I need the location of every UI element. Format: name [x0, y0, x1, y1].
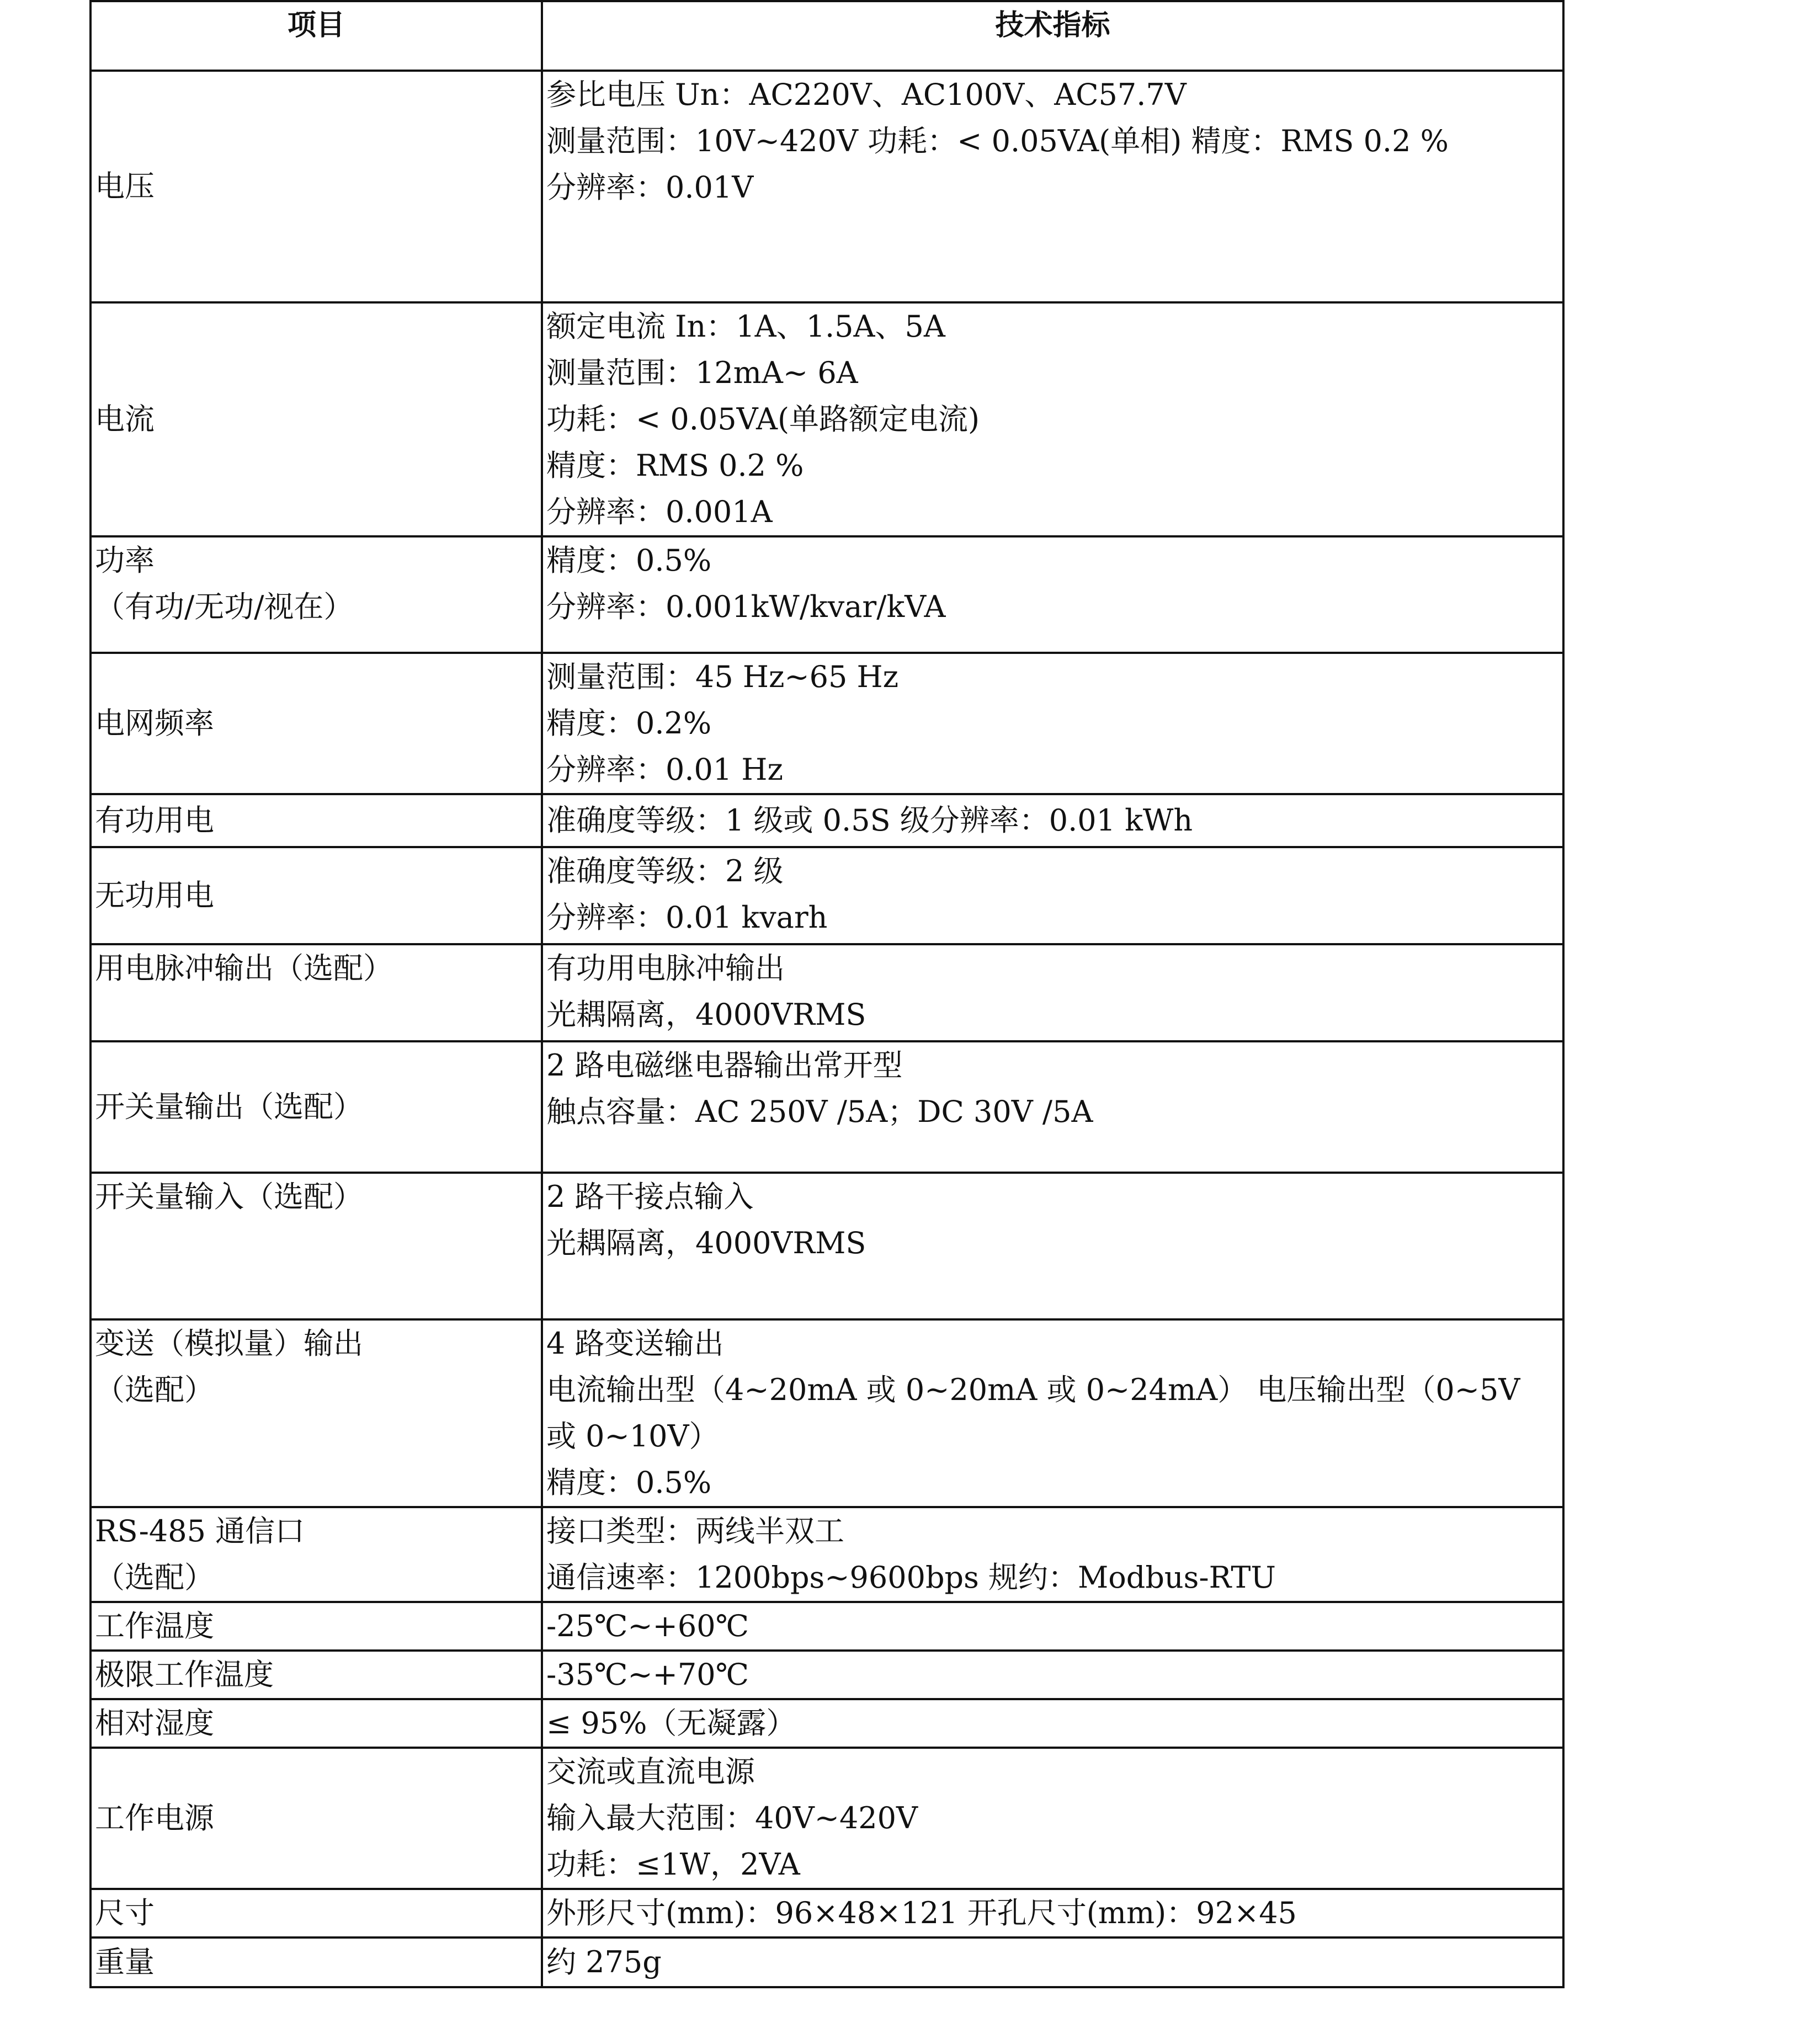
row-spec-line: 通信速率：1200bps~9600bps 规约：Modbus-RTU: [546, 1560, 1276, 1595]
row-spec-cell: [542, 71, 1563, 302]
row-spec-line: 准确度等级：1 级或 0.5S 级分辨率：0.01 kWh: [546, 803, 1193, 838]
row-spec-line: 交流或直流电源: [546, 1754, 755, 1789]
row-spec-cell: [542, 794, 1563, 847]
table-row: [91, 1651, 1563, 1699]
row-item-cell: [91, 1889, 542, 1937]
row-spec-line: 功耗：< 0.05VA(单路额定电流): [546, 402, 980, 437]
table-row: [91, 1937, 1563, 1987]
row-spec-cell: [542, 302, 1563, 536]
row-spec-line: 光耦隔离，4000VRMS: [546, 997, 866, 1032]
row-item-label: （选配）: [95, 1372, 214, 1407]
table-row: [91, 847, 1563, 944]
row-item-cell: [91, 1699, 542, 1748]
row-spec-line: ≤ 95%（无凝露）: [546, 1706, 796, 1740]
row-item-cell: [91, 1507, 542, 1602]
row-spec-cell: [542, 1699, 1563, 1748]
row-item-label: 工作温度: [95, 1609, 214, 1643]
row-spec-cell: [542, 1937, 1563, 1987]
row-spec-cell: [542, 1507, 1563, 1602]
spec-table-body: [91, 71, 1563, 1987]
row-spec-cell: [542, 944, 1563, 1041]
row-item-label: 尺寸: [95, 1896, 155, 1930]
row-spec-line: 输入最大范围：40V~420V: [546, 1801, 918, 1835]
row-spec-line: 精度：0.5%: [546, 1465, 712, 1500]
row-item-label: 电网频率: [95, 706, 214, 741]
table-row: [91, 1602, 1563, 1651]
table-row: [91, 1748, 1563, 1889]
table-row: [91, 536, 1563, 653]
row-item-cell: [91, 1173, 542, 1319]
row-spec-line: 分辨率：0.01 kvarh: [546, 900, 828, 935]
row-spec-line: 测量范围：45 Hz~65 Hz: [546, 659, 899, 694]
header-item: 项目: [91, 1, 542, 71]
row-item-cell: [91, 302, 542, 536]
row-item-label: 工作电源: [95, 1801, 214, 1835]
row-spec-line: 精度：0.2%: [546, 706, 712, 741]
table-row: [91, 1319, 1563, 1507]
header-spec: 技术指标: [542, 1, 1563, 71]
row-spec-line: 测量范围：10V~420V 功耗：< 0.05VA(单相) 精度：RMS 0.2 %: [546, 124, 1449, 158]
row-item-cell: [91, 71, 542, 302]
row-item-label: （有功/无功/视在）: [95, 589, 354, 624]
row-spec-line: 精度：RMS 0.2 %: [546, 448, 804, 483]
row-spec-cell: [542, 653, 1563, 794]
row-item-label: 重量: [95, 1945, 155, 1979]
row-spec-line: 准确度等级：2 级: [546, 854, 784, 888]
row-spec-cell: [542, 1041, 1563, 1173]
row-item-cell: [91, 847, 542, 944]
row-item-label: 功率: [95, 543, 155, 578]
row-item-label: 用电脉冲输出（选配）: [95, 951, 393, 986]
row-spec-line: 2 路干接点输入: [546, 1179, 754, 1214]
row-item-cell: [91, 1937, 542, 1987]
row-spec-line: 功耗：≤1W，2VA: [546, 1847, 800, 1882]
row-item-label: （选配）: [95, 1560, 214, 1595]
row-item-label: 变送（模拟量）输出: [95, 1326, 363, 1361]
row-item-cell: [91, 1041, 542, 1173]
row-item-label: 有功用电: [95, 803, 214, 838]
row-item-label: 电流: [95, 402, 155, 437]
table-row: [91, 1699, 1563, 1748]
row-spec-line: 分辨率：0.01V: [546, 170, 754, 205]
table-row: [91, 1041, 1563, 1173]
row-item-cell: [91, 1319, 542, 1507]
row-item-cell: [91, 944, 542, 1041]
row-item-label: 极限工作温度: [95, 1657, 274, 1692]
row-spec-line: 额定电流 In：1A、1.5A、5A: [546, 309, 945, 344]
row-spec-line: 或 0~10V）: [546, 1419, 719, 1454]
row-item-cell: [91, 536, 542, 653]
row-spec-line: -25℃~+60℃: [546, 1609, 749, 1643]
row-spec-line: 分辨率：0.01 Hz: [546, 752, 783, 787]
row-item-cell: [91, 1748, 542, 1889]
row-item-label: RS-485 通信口: [95, 1514, 305, 1548]
row-item-cell: [91, 653, 542, 794]
table-row: [91, 71, 1563, 302]
row-spec-line: 分辨率：0.001A: [546, 494, 773, 529]
table-row: [91, 944, 1563, 1041]
row-spec-line: 精度：0.5%: [546, 543, 712, 578]
row-spec-line: 光耦隔离，4000VRMS: [546, 1226, 866, 1260]
row-spec-cell: [542, 1602, 1563, 1651]
table-row: [91, 1889, 1563, 1937]
table-row: [91, 794, 1563, 847]
row-spec-line: 测量范围：12mA~ 6A: [546, 355, 858, 390]
row-spec-cell: [542, 1173, 1563, 1319]
row-spec-line: 电流输出型（4~20mA 或 0~20mA 或 0~24mA） 电压输出型（0~5V: [546, 1372, 1520, 1407]
table-row: [91, 1173, 1563, 1319]
table-row: [91, 1507, 1563, 1602]
row-item-label: 电压: [95, 169, 155, 204]
row-item-cell: [91, 1602, 542, 1651]
row-item-cell: [91, 1651, 542, 1699]
row-spec-line: 2 路电磁继电器输出常开型: [546, 1048, 903, 1083]
row-item-label: 相对湿度: [95, 1706, 214, 1740]
row-spec-cell: [542, 1748, 1563, 1889]
row-spec-line: 触点容量：AC 250V /5A；DC 30V /5A: [546, 1094, 1093, 1129]
table-row: [91, 653, 1563, 794]
spec-table: [89, 0, 1565, 1988]
row-spec-line: 分辨率：0.001kW/kvar/kVA: [546, 589, 946, 624]
row-spec-line: 参比电压 Un：AC220V、AC100V、AC57.7V: [546, 77, 1187, 112]
row-spec-line: 约 275g: [546, 1945, 662, 1979]
row-spec-line: 有功用电脉冲输出: [546, 951, 785, 986]
row-spec-line: 外形尺寸(mm)：96×48×121 开孔尺寸(mm)：92×45: [546, 1896, 1297, 1930]
row-spec-line: 4 路变送输出: [546, 1326, 724, 1361]
row-item-label: 开关量输出（选配）: [95, 1089, 363, 1124]
row-spec-cell: [542, 1889, 1563, 1937]
row-item-label: 开关量输入（选配）: [95, 1179, 363, 1214]
row-spec-cell: [542, 536, 1563, 653]
table-header-row: [91, 1, 1563, 71]
table-row: [91, 302, 1563, 536]
row-spec-line: 接口类型：两线半双工: [546, 1514, 844, 1548]
row-spec-cell: [542, 1651, 1563, 1699]
row-spec-cell: [542, 847, 1563, 944]
row-item-label: 无功用电: [95, 878, 214, 913]
row-item-cell: [91, 794, 542, 847]
row-spec-cell: [542, 1319, 1563, 1507]
row-spec-line: -35℃~+70℃: [546, 1657, 749, 1692]
